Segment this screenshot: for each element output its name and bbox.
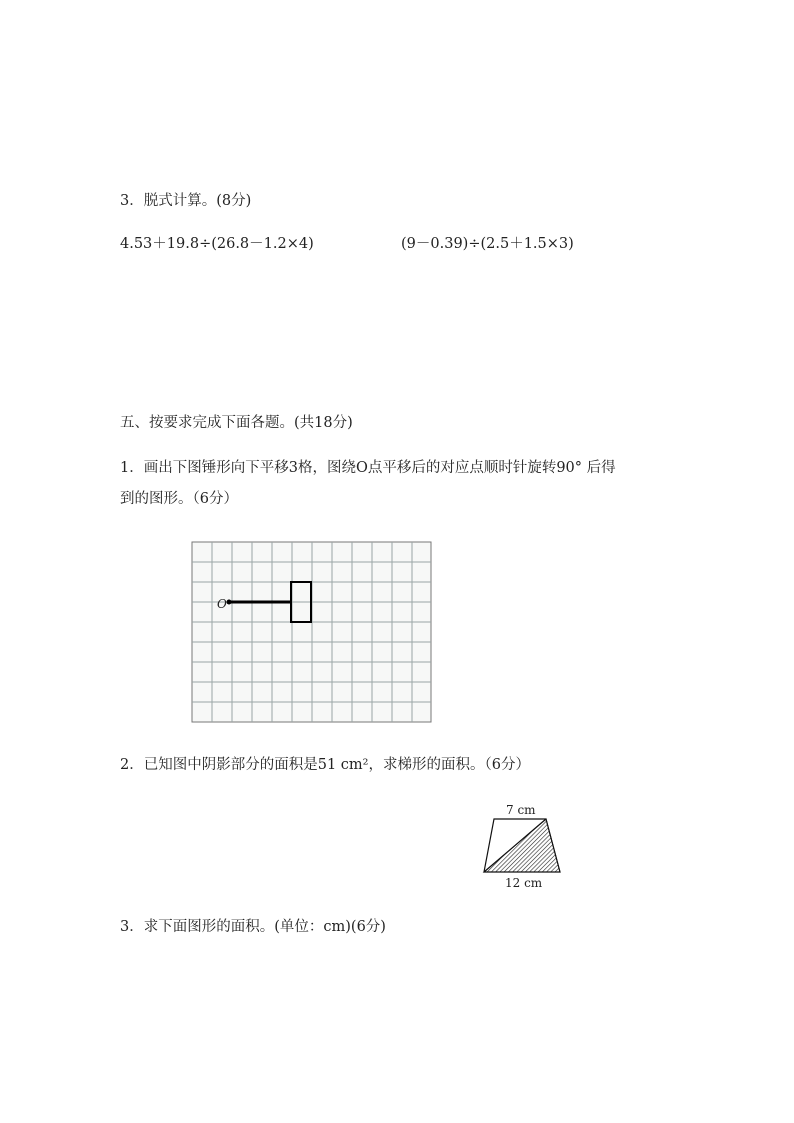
q3-text: 3．求下面图形的面积。(单位：cm)(6分) (120, 919, 386, 935)
q2-text: 2．已知图中阴影部分的面积是51 cm²，求梯形的面积。（6分） (120, 757, 530, 773)
trapezoid-figure (478, 800, 570, 896)
bottom-base-label: 12 cm (505, 876, 543, 890)
calc-heading: 3．脱式计算。(8分) (120, 193, 252, 209)
q1-text-line2: 到的图形。（6分） (120, 491, 238, 507)
square-grid (192, 542, 431, 722)
top-base-label: 7 cm (506, 803, 536, 817)
hammer-grid-figure (191, 541, 433, 727)
expression-1: 4.53＋19.8÷(26.8－1.2×4) (120, 236, 314, 252)
expression-2: (9－0.39)÷(2.5＋1.5×3) (401, 236, 574, 252)
point-o-label: O (217, 597, 227, 611)
section5-heading: 五、按要求完成下面各题。(共18分) (120, 415, 353, 431)
point-o-marker (227, 600, 232, 605)
q1-text-line1: 1．画出下图锤形向下平移3格，图绕O点平移后的对应点顺时针旋转90° 后得 (120, 460, 616, 476)
